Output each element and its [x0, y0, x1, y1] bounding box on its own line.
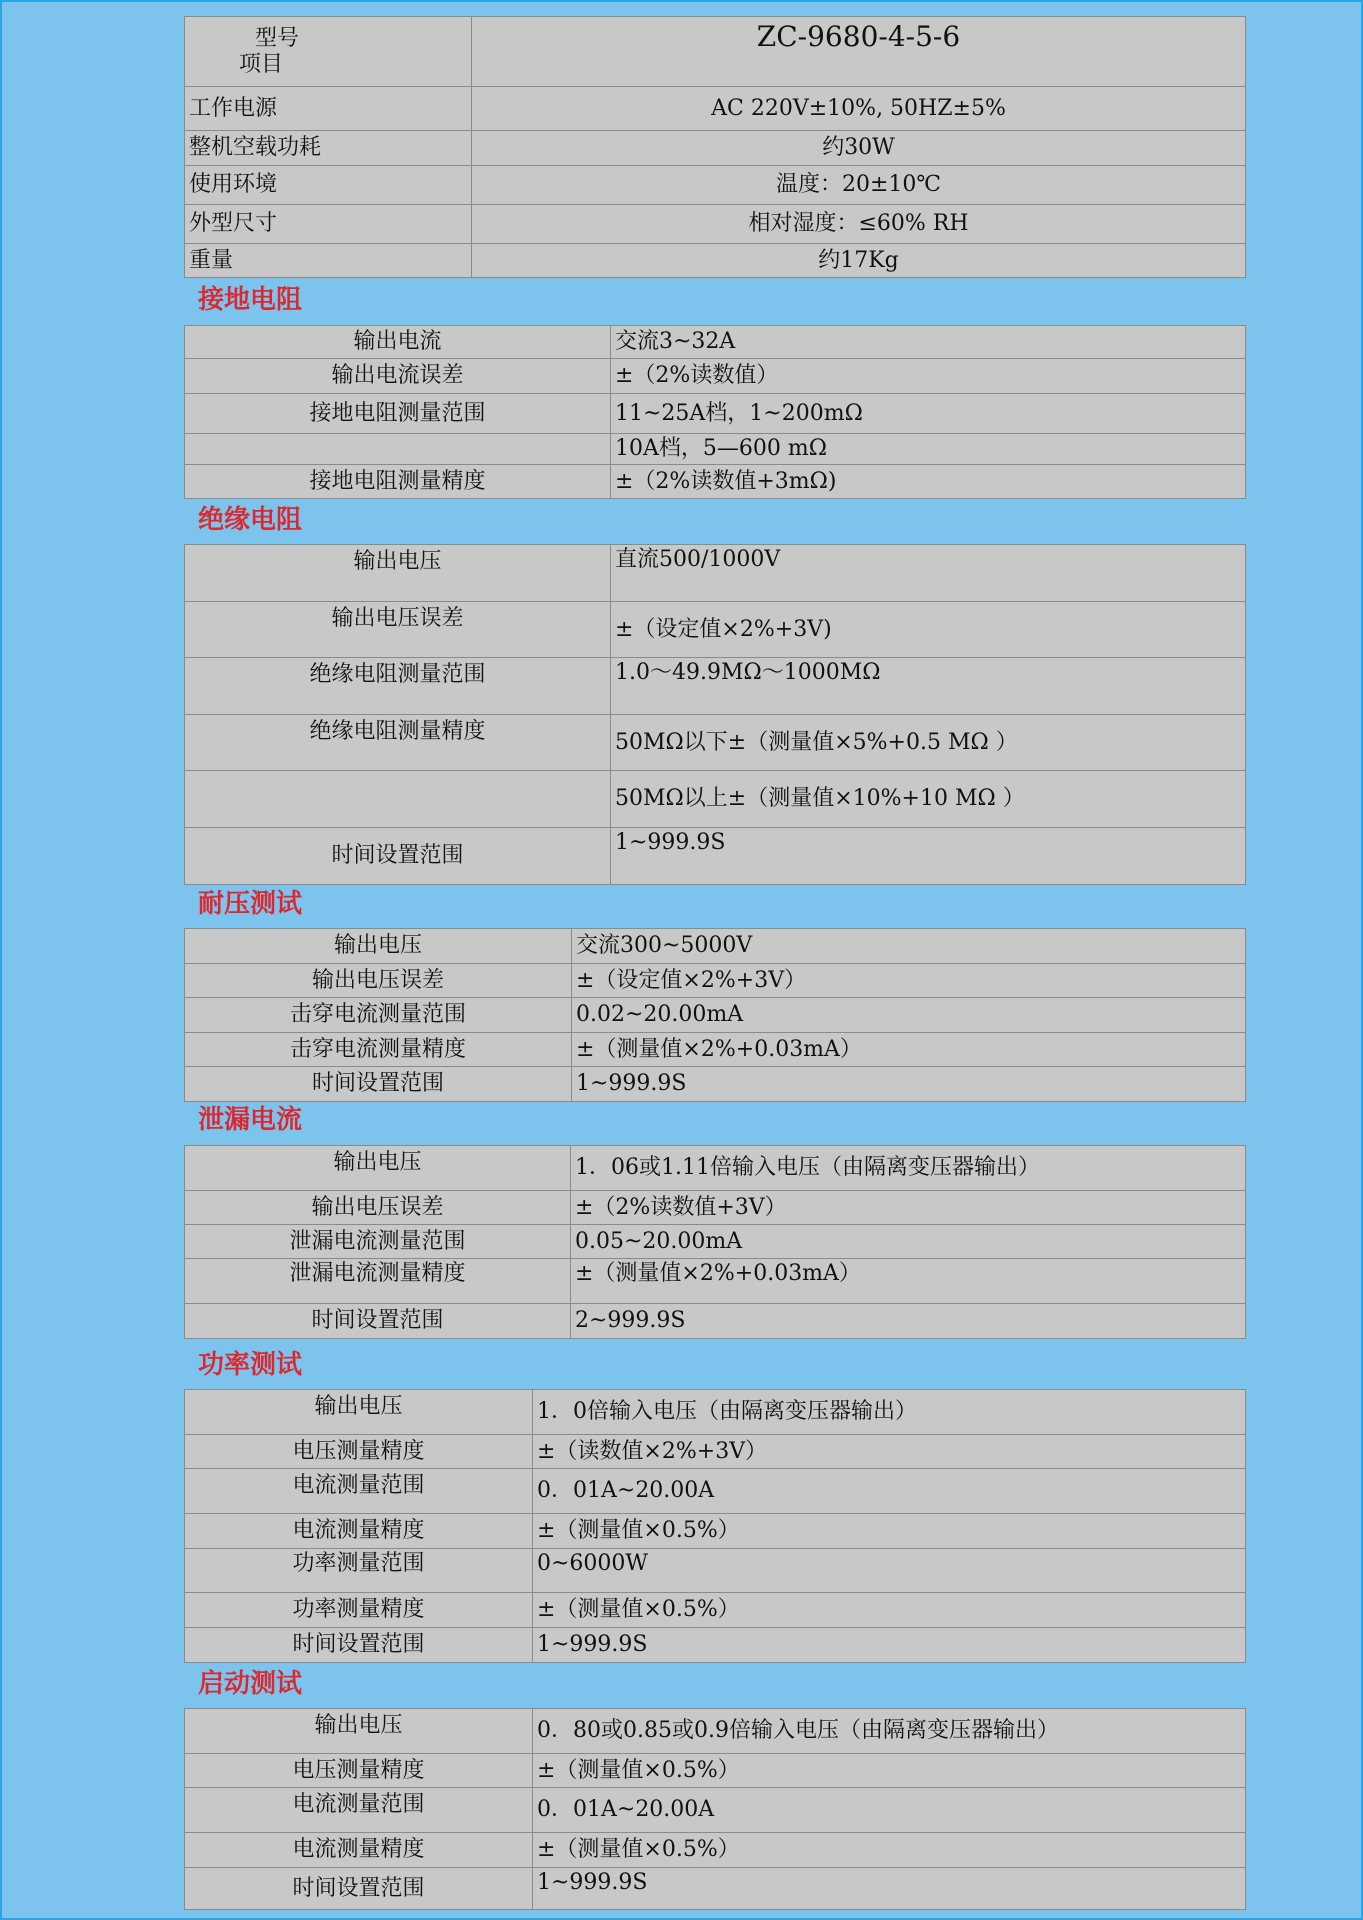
table-row [185, 1067, 1246, 1102]
table-row [185, 166, 1246, 205]
section-title-power: 功率测试 [198, 1350, 303, 1380]
table-row [185, 326, 1246, 359]
row-label: 时间设置范围 [185, 1067, 572, 1102]
table-row [185, 1225, 1246, 1259]
table-row [185, 771, 1246, 828]
row-value: 0．01A~20.00A [533, 1469, 1246, 1514]
row-label: 时间设置范围 [185, 1868, 533, 1910]
table-row [185, 1146, 1246, 1191]
row-value: 0．01A~20.00A [533, 1788, 1246, 1833]
row-value: ±（读数值×2%+3V） [533, 1435, 1246, 1469]
row-label: 输出电流误差 [185, 359, 611, 394]
row-value: 1.0～49.9MΩ～1000MΩ [611, 658, 1246, 715]
row-value: 0．80或0.85或0.9倍输入电压（由隔离变压器输出） [533, 1709, 1246, 1754]
table-row [185, 964, 1246, 998]
row-label: 接地电阻测量范围 [185, 394, 611, 434]
header-item-label: 项目 [239, 51, 284, 77]
row-label: 工作电源 [185, 87, 472, 131]
table-row [185, 1469, 1246, 1514]
table-row [185, 1868, 1246, 1910]
row-value: ±（2%读数值） [611, 359, 1246, 394]
table-row [185, 87, 1246, 131]
row-value: ±（设定值×2%+3V） [572, 964, 1246, 998]
row-value: 11~25A档，1~200mΩ [611, 394, 1246, 434]
row-value: ±（设定值×2%+3V) [611, 602, 1246, 658]
row-value: 1~999.9S [572, 1067, 1246, 1102]
row-label: 输出电压误差 [185, 964, 572, 998]
table-row [185, 434, 1246, 465]
row-value: 0~6000W [533, 1549, 1246, 1593]
row-label: 电流测量范围 [185, 1788, 533, 1833]
header-model-label: 型号 [255, 26, 300, 52]
row-label: 功率测量范围 [185, 1549, 533, 1593]
row-value: 1．06或1.11倍输入电压（由隔离变压器输出） [571, 1146, 1246, 1191]
row-label: 输出电压 [185, 1390, 533, 1435]
row-value: AC 220V±10%, 50HZ±5% [472, 87, 1246, 131]
table-row [185, 465, 1246, 499]
insulation-resistance-table [184, 544, 1246, 885]
row-label: 时间设置范围 [185, 1628, 533, 1663]
row-label [185, 771, 611, 828]
table-row [185, 131, 1246, 166]
row-label: 输出电压误差 [185, 602, 611, 658]
power-test-table [184, 1389, 1246, 1663]
table-row [185, 1788, 1246, 1833]
row-value: 约17Kg [472, 244, 1246, 278]
row-label: 输出电压 [185, 929, 572, 964]
table-row [185, 1304, 1246, 1339]
table-row [185, 17, 1246, 87]
section-title-hipot: 耐压测试 [198, 889, 303, 919]
section-title-ground: 接地电阻 [198, 285, 303, 315]
row-value: 10A档，5—600 mΩ [611, 434, 1246, 465]
table-row [185, 205, 1246, 244]
table-row [185, 244, 1246, 278]
ground-resistance-table [184, 325, 1246, 499]
row-label: 时间设置范围 [185, 828, 611, 885]
row-label: 电压测量精度 [185, 1435, 533, 1469]
row-value: ±（测量值×0.5%） [533, 1514, 1246, 1549]
table-row [185, 1033, 1246, 1067]
table-row [185, 1435, 1246, 1469]
section-title-insulation: 绝缘电阻 [198, 505, 303, 535]
table-row [185, 1709, 1246, 1754]
start-test-table [184, 1708, 1246, 1910]
table-row [185, 1628, 1246, 1663]
row-value: 交流300~5000V [572, 929, 1246, 964]
row-value: 0.05~20.00mA [571, 1225, 1246, 1259]
table-row [185, 545, 1246, 602]
row-label: 泄漏电流测量范围 [185, 1225, 571, 1259]
row-label: 功率测量精度 [185, 1593, 533, 1628]
row-value: 1~999.9S [611, 828, 1246, 885]
row-label: 电流测量精度 [185, 1514, 533, 1549]
table-row [185, 1593, 1246, 1628]
table-row [185, 1833, 1246, 1868]
table-row [185, 1259, 1246, 1304]
row-label: 输出电流 [185, 326, 611, 359]
row-label: 电流测量范围 [185, 1469, 533, 1514]
row-value: 50MΩ以下±（测量值×5%+0.5 MΩ ） [611, 715, 1246, 771]
section-title-start: 启动测试 [198, 1669, 303, 1699]
leakage-current-table [184, 1145, 1246, 1339]
row-label: 输出电压 [185, 1146, 571, 1191]
table-row [185, 394, 1246, 434]
row-label: 电流测量精度 [185, 1833, 533, 1868]
row-value: 50MΩ以上±（测量值×10%+10 MΩ ） [611, 771, 1246, 828]
row-value: ±（2%读数值+3V） [571, 1191, 1246, 1225]
general-spec-table [184, 16, 1246, 278]
row-label: 绝缘电阻测量精度 [185, 715, 611, 771]
row-value: ±（测量值×0.5%） [533, 1833, 1246, 1868]
row-value: 1．0倍输入电压（由隔离变压器输出） [533, 1390, 1246, 1435]
row-label: 外型尺寸 [185, 205, 472, 244]
table-row [185, 359, 1246, 394]
row-label [185, 434, 611, 465]
row-value: 温度：20±10℃ [472, 166, 1246, 205]
row-label: 击穿电流测量范围 [185, 998, 572, 1033]
row-label: 绝缘电阻测量范围 [185, 658, 611, 715]
row-label: 泄漏电流测量精度 [185, 1259, 571, 1304]
model-number: ZC-9680-4-5-6 [472, 17, 1246, 87]
table-row [185, 1514, 1246, 1549]
row-value: 直流500/1000V [611, 545, 1246, 602]
table-row [185, 1191, 1246, 1225]
table-row [185, 658, 1246, 715]
row-label: 击穿电流测量精度 [185, 1033, 572, 1067]
table-row [185, 1754, 1246, 1788]
table-row [185, 1549, 1246, 1593]
row-value: ±（测量值×0.5%） [533, 1593, 1246, 1628]
row-label: 输出电压 [185, 545, 611, 602]
row-value: ±（测量值×0.5%） [533, 1754, 1246, 1788]
row-label: 整机空载功耗 [185, 131, 472, 166]
row-value: 约30W [472, 131, 1246, 166]
row-label: 电压测量精度 [185, 1754, 533, 1788]
table-row [185, 929, 1246, 964]
row-value: 相对湿度：≤60% RH [472, 205, 1246, 244]
row-label: 重量 [185, 244, 472, 278]
row-value: 交流3~32A [611, 326, 1246, 359]
table-row [185, 998, 1246, 1033]
row-value: ±（测量值×2%+0.03mA） [572, 1033, 1246, 1067]
row-label: 输出电压误差 [185, 1191, 571, 1225]
row-label: 输出电压 [185, 1709, 533, 1754]
section-title-leakage: 泄漏电流 [198, 1105, 303, 1135]
table-row [185, 1390, 1246, 1435]
row-value: 1~999.9S [533, 1868, 1246, 1910]
table-row [185, 715, 1246, 771]
row-value: ±（测量值×2%+0.03mA） [571, 1259, 1246, 1304]
row-value: 0.02~20.00mA [572, 998, 1246, 1033]
row-value: 2~999.9S [571, 1304, 1246, 1339]
row-value: 1~999.9S [533, 1628, 1246, 1663]
table-row [185, 828, 1246, 885]
row-label: 使用环境 [185, 166, 472, 205]
hipot-test-table [184, 928, 1246, 1102]
row-label: 时间设置范围 [185, 1304, 571, 1339]
table-row [185, 602, 1246, 658]
header-cell [185, 17, 472, 87]
row-value: ±（2%读数值+3mΩ) [611, 465, 1246, 499]
row-label: 接地电阻测量精度 [185, 465, 611, 499]
